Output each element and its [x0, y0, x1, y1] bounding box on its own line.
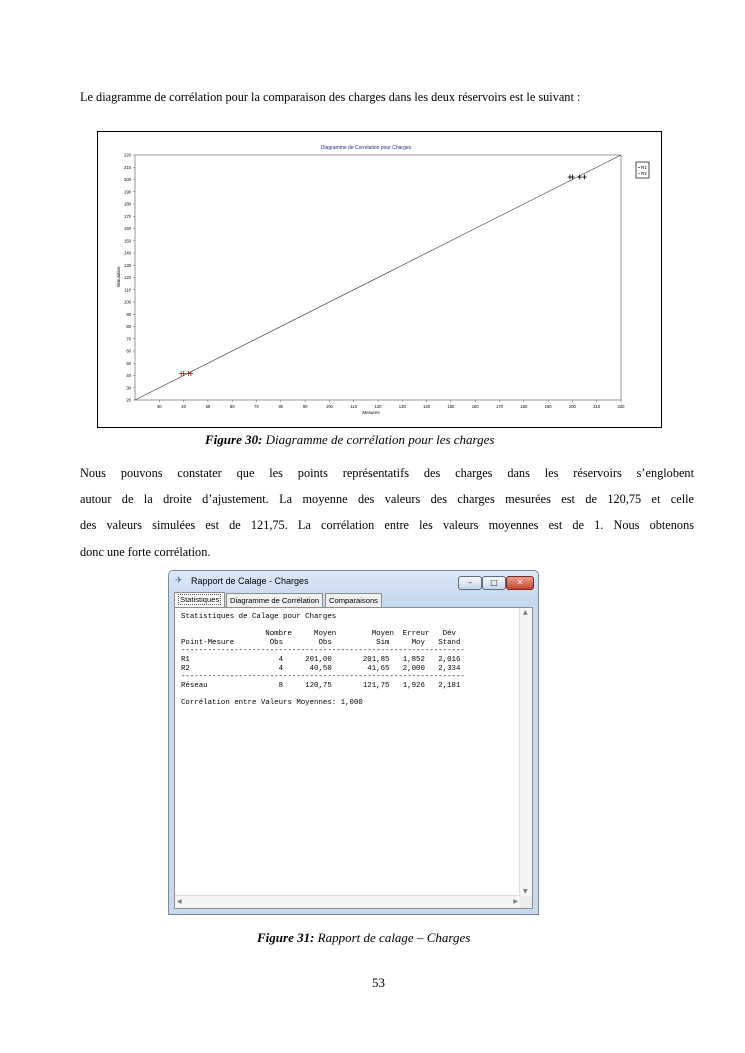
x-tick-label: 110 — [350, 404, 358, 409]
maximize-button[interactable]: □ — [482, 576, 506, 590]
body-paragraph — [80, 460, 694, 565]
legend — [636, 162, 649, 178]
y-tick-label: 160 — [124, 226, 131, 231]
x-tick-label: 60 — [229, 404, 235, 409]
x-tick-label: 50 — [205, 404, 211, 409]
paragraph-line: donc une forte corrélation. — [80, 544, 211, 559]
x-tick-label: 170 — [496, 404, 503, 409]
y-tick-label: 140 — [124, 250, 131, 256]
x-tick-label: 100 — [325, 404, 333, 409]
y-tick-label: 130 — [124, 262, 131, 268]
horizontal-scrollbar[interactable] — [175, 895, 520, 908]
x-tick-label: 120 — [374, 404, 382, 409]
x-tick-label: 210 — [593, 404, 601, 409]
x-tick-label: 70 — [254, 404, 259, 409]
x-tick-label: 90 — [302, 404, 308, 409]
x-tick-label: 40 — [181, 404, 186, 409]
y-tick-label: 70 — [126, 336, 131, 342]
app-icon: ✈ — [175, 576, 183, 586]
x-tick-label: 150 — [447, 404, 455, 409]
figure-31-label: Figure 31: — [257, 930, 315, 945]
scroll-down-icon[interactable]: ▼ — [523, 888, 528, 895]
y-tick-label: 190 — [124, 189, 131, 195]
correlation-chart — [97, 131, 662, 428]
scroll-up-icon[interactable]: ▲ — [523, 609, 528, 616]
y-tick-label: 150 — [124, 238, 131, 244]
figure-31-text: Rapport de calage – Charges — [314, 930, 471, 945]
x-tick-label: 180 — [520, 404, 528, 409]
y-tick-label: 40 — [126, 373, 131, 378]
y-tick-label: 200 — [124, 177, 131, 182]
figure-30-label: Figure 30: — [205, 432, 263, 447]
y-tick-label: 30 — [126, 385, 131, 391]
y-tick-label: 170 — [124, 213, 131, 219]
close-button[interactable]: ✕ — [506, 576, 534, 590]
x-tick-label: 160 — [471, 404, 479, 409]
paragraph-line: des valeurs simulées est de 121,75. La corrélation entre les valeurs moyennes est de 1. Nous obtenons — [80, 518, 694, 533]
x-axis-label: Mesures — [362, 410, 380, 415]
intro-text: Le diagramme de corrélation pour la comparaison des charges dans les deux réservoirs est le suivant : — [80, 90, 581, 104]
paragraph-line: Nous pouvons constater que les points représentatifs des charges dans les réservoirs s’englobent — [80, 466, 694, 480]
x-tick-label: 190 — [544, 404, 552, 409]
x-tick-label: 130 — [398, 404, 406, 409]
y-axis-label: Simulation — [116, 266, 121, 288]
legend-r2: R2 — [641, 171, 647, 176]
scroll-left-icon[interactable]: ◀ — [177, 898, 182, 905]
y-tick-label: 50 — [126, 360, 131, 366]
tab-statistiques-label: Statistiques — [180, 595, 220, 604]
x-tick-label: 30 — [156, 404, 162, 409]
scrollbar-corner — [520, 896, 532, 908]
y-tick-label: 180 — [124, 201, 131, 207]
tab-statistiques[interactable] — [174, 592, 225, 608]
page-number: 53 — [372, 975, 385, 990]
y-tick-label: 120 — [124, 275, 131, 280]
window-title: Rapport de Calage - Charges — [191, 576, 309, 586]
x-tick-label: 200 — [568, 404, 576, 409]
minimize-button[interactable]: – — [458, 576, 482, 590]
y-tick-label: 20 — [126, 397, 131, 403]
x-tick-label: 140 — [423, 404, 431, 409]
x-tick-label: 220 — [617, 404, 625, 409]
legend-r1: R1 — [641, 165, 647, 170]
paragraph-line: autour de la droite d’ajustement. La moyenne des valeurs des charges mesurées est de 120,75 et celle — [80, 492, 694, 507]
figure-31-caption — [257, 930, 470, 946]
figure-30-text: Diagramme de corrélation pour les charges — [262, 432, 495, 447]
y-tick-label: 60 — [126, 348, 131, 354]
report-panel — [174, 607, 533, 909]
correlation-chart-svg — [98, 132, 661, 427]
tab-comparaisons[interactable]: Comparaisons — [325, 593, 382, 607]
y-tick-label: 80 — [126, 324, 131, 329]
figure-30-caption — [205, 432, 494, 448]
y-tick-label: 210 — [124, 164, 131, 170]
x-tick-label: 80 — [278, 404, 284, 409]
y-tick-label: 220 — [124, 152, 131, 158]
report-text: Statistiques de Calage pour Charges Nombre Moyen Moyen Erreur Dév Point-Mesure Obs Obs Sim Moy Stand ---------------------------------------------------------------- R1 4 201,00 201,85 1,852 2,016 R2 4 40,50 41,65 2,000 2,334 ---------------------------------------------------------------- Réseau 8 120,75 121,75 1,926 2,181 Corrélation entre Valeurs Moyennes: 1,000 — [181, 613, 465, 707]
tab-diagramme[interactable]: Diagramme de Corrélation — [226, 593, 323, 607]
scroll-right-icon[interactable]: ▶ — [513, 898, 518, 905]
chart-title: Diagramme de Corrélation pour Charges — [320, 145, 412, 151]
y-tick-label: 90 — [126, 311, 131, 317]
calibration-report-window — [168, 570, 539, 915]
vertical-scrollbar[interactable] — [519, 608, 532, 896]
y-tick-label: 100 — [124, 299, 131, 305]
y-tick-label: 110 — [124, 287, 131, 293]
